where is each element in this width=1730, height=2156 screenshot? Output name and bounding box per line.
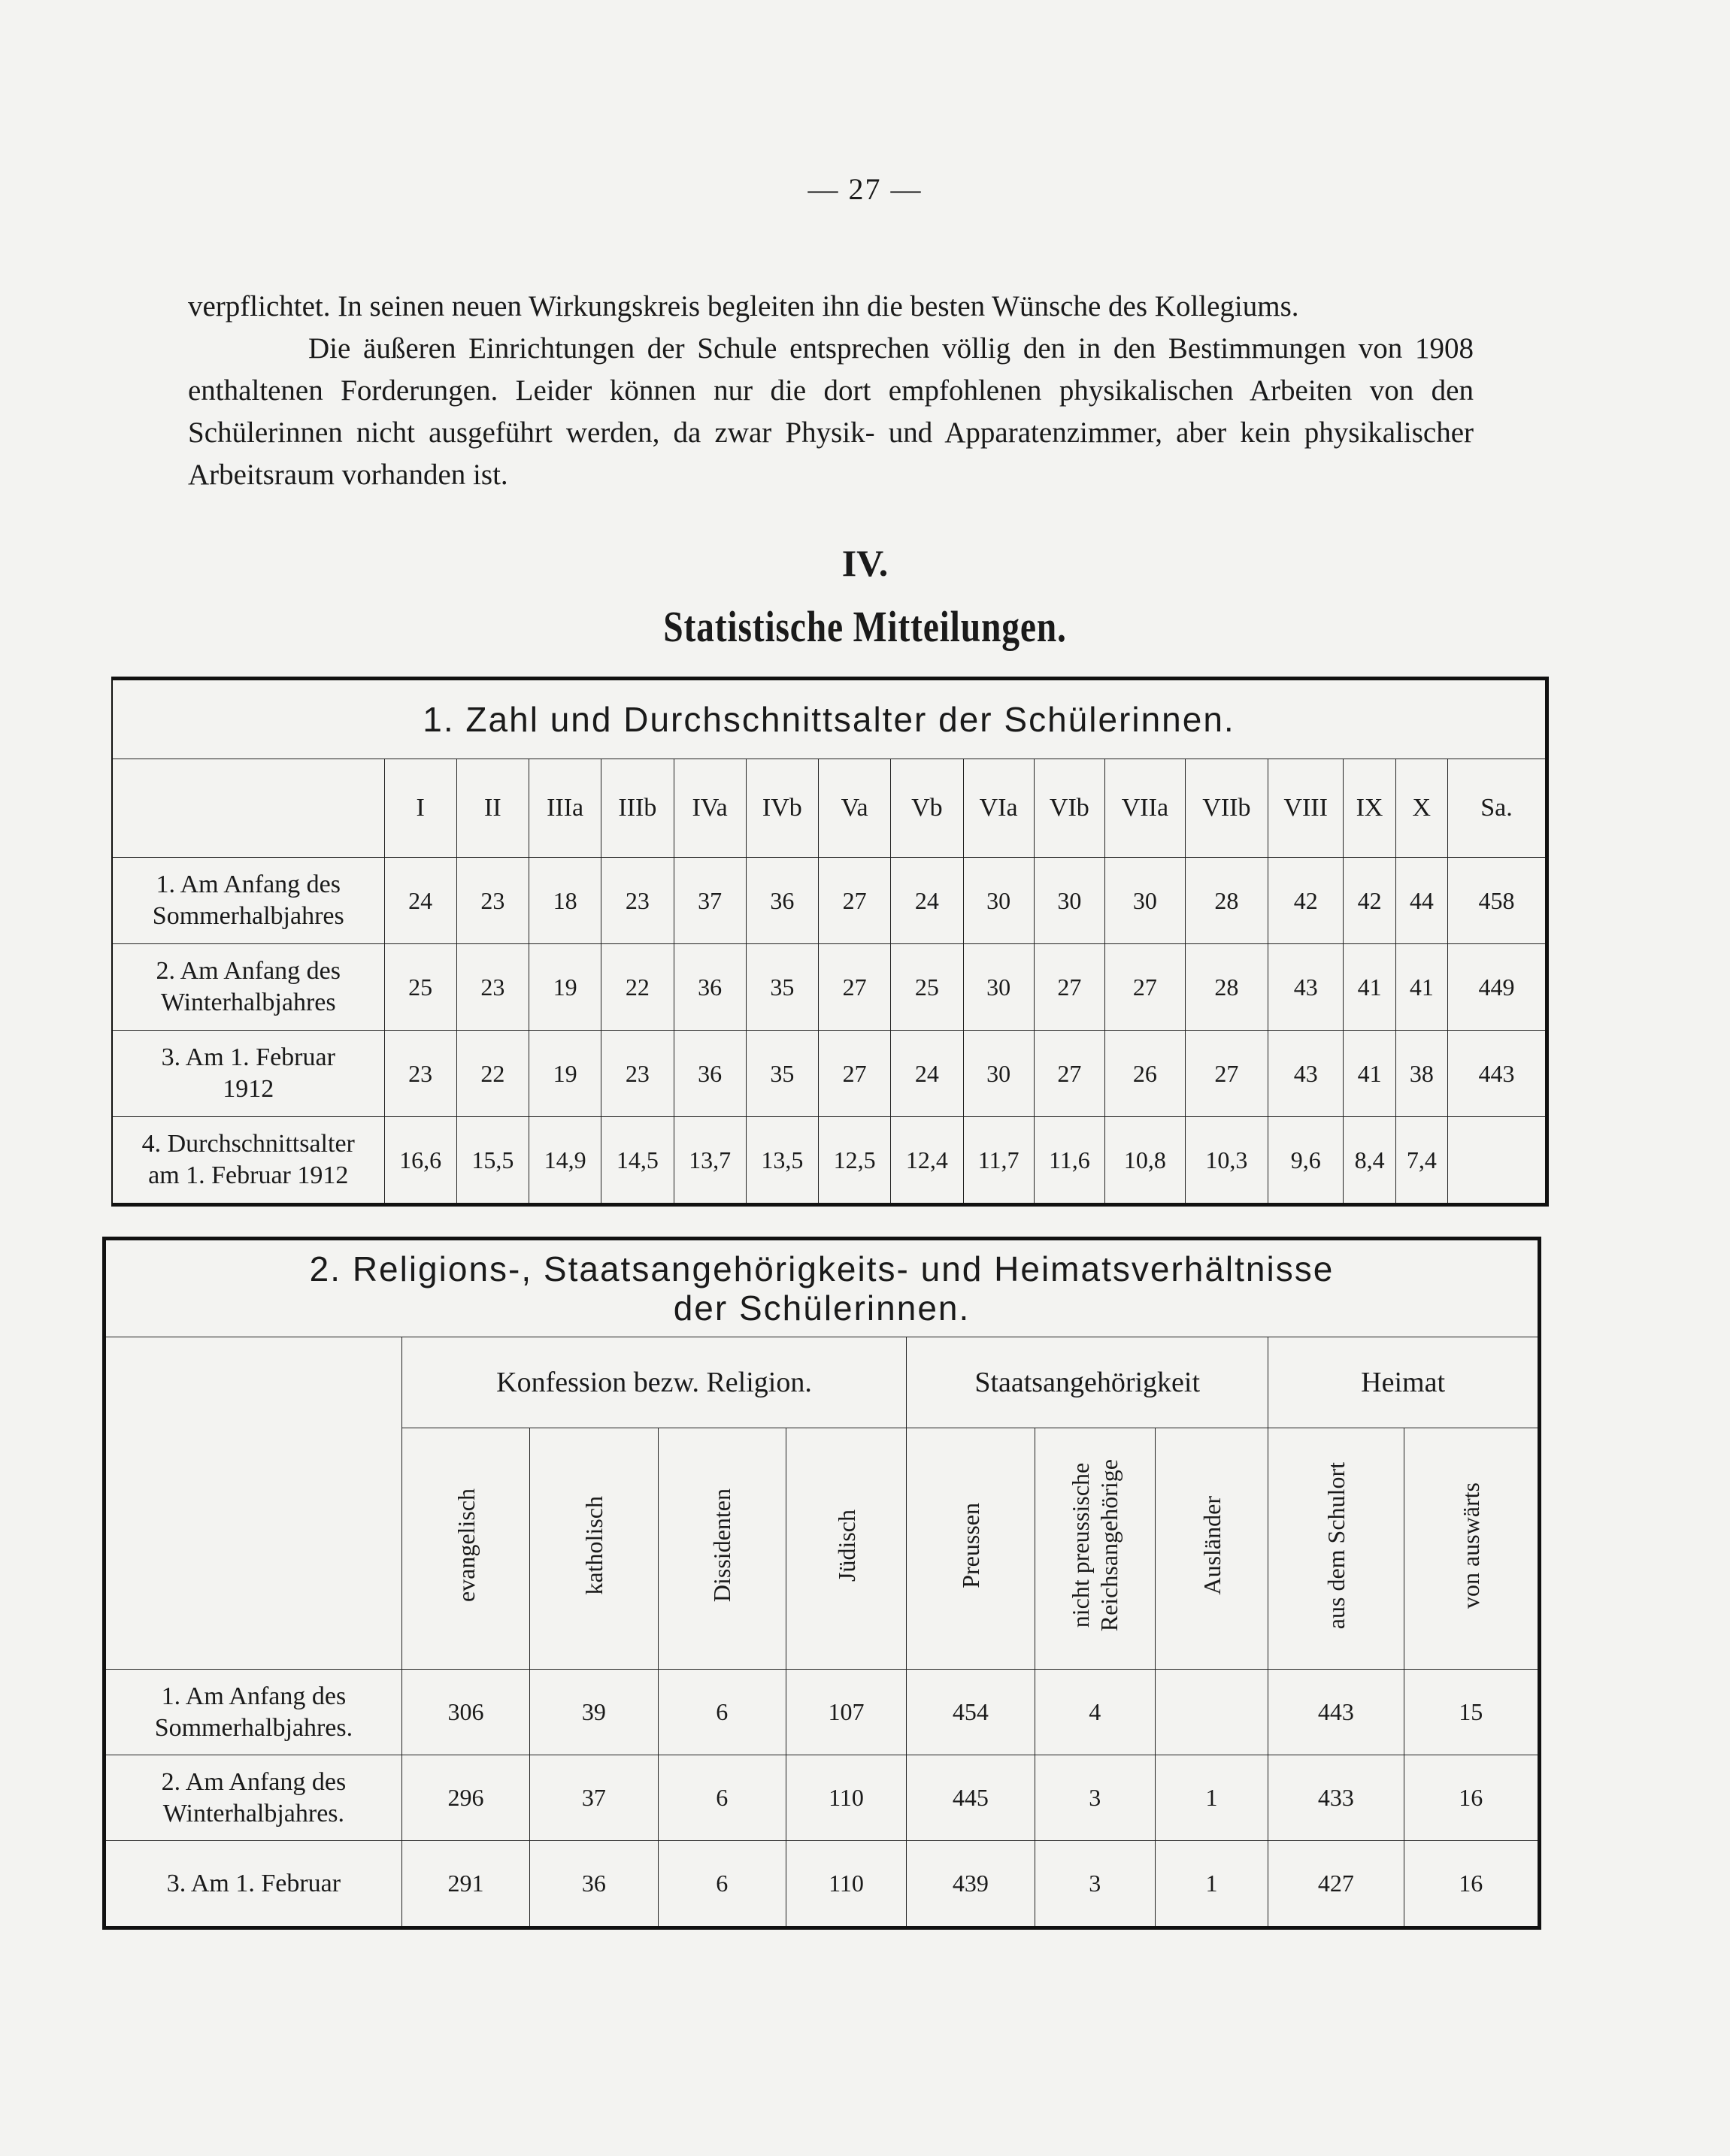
cell: 439: [907, 1841, 1035, 1928]
cell: 30: [1104, 858, 1185, 944]
col-header: Va: [819, 759, 891, 858]
page-number: — 27 —: [807, 172, 923, 206]
cell: 4: [1035, 1670, 1155, 1755]
cell: 35: [746, 1031, 818, 1117]
table-row: [112, 858, 1547, 944]
col-header: X: [1395, 759, 1447, 858]
cell: 19: [529, 1031, 601, 1117]
cell: 37: [530, 1755, 658, 1841]
table-row: [112, 1031, 1547, 1117]
cell: 6: [658, 1755, 786, 1841]
paragraph-2: Die äußeren Einrichtungen der Schule entsprechen völlig den in den Bestimmungen von 1908 enthaltenen Forderungen. Leider können nur die dort empfohlenen physikalischen Arbeiten von den Schülerinnen nicht ausgeführt werden, da zwar Physik- und Apparatenzimmer, aber kein physikalischer Arbeitsraum vorhanden ist.: [188, 332, 1474, 491]
col-header: VIIa: [1104, 759, 1185, 858]
cell: 23: [456, 944, 529, 1031]
cell: 445: [907, 1755, 1035, 1841]
cell: 27: [819, 944, 891, 1031]
col-header: nicht preussische Reichsangehörige: [1035, 1428, 1155, 1670]
cell: 443: [1268, 1670, 1404, 1755]
cell: 110: [786, 1841, 906, 1928]
cell: 41: [1344, 944, 1395, 1031]
cell: 291: [401, 1841, 529, 1928]
cell: 13,5: [746, 1117, 818, 1205]
cell: 39: [530, 1670, 658, 1755]
cell: 35: [746, 944, 818, 1031]
cell: 16: [1404, 1755, 1539, 1841]
cell: [1448, 1117, 1547, 1205]
group-header-religion: Konfession bezw. Religion.: [401, 1337, 906, 1428]
cell: 13,7: [674, 1117, 746, 1205]
col-header: VIII: [1268, 759, 1344, 858]
cell: 41: [1395, 944, 1447, 1031]
col-header: katholisch: [530, 1428, 658, 1670]
cell: 22: [601, 944, 674, 1031]
cell: 43: [1268, 944, 1344, 1031]
cell: 1: [1155, 1755, 1268, 1841]
cell: 24: [384, 858, 456, 944]
cell: 19: [529, 944, 601, 1031]
cell: 6: [658, 1841, 786, 1928]
row-label: 2. Am Anfang des Winterhalbjahres: [112, 944, 384, 1031]
section-number: IV.: [841, 542, 889, 584]
row-label: 3. Am 1. Februar: [105, 1841, 402, 1928]
section-title: Statistische Mitteilungen.: [663, 602, 1067, 651]
col-header: VIb: [1034, 759, 1104, 858]
cell: 296: [401, 1755, 529, 1841]
cell: 23: [384, 1031, 456, 1117]
col-header: Preussen: [907, 1428, 1035, 1670]
col-header: VIa: [963, 759, 1034, 858]
cell: 30: [963, 858, 1034, 944]
col-header: IVa: [674, 759, 746, 858]
row-label: 1. Am Anfang des Sommerhalbjahres: [112, 858, 384, 944]
cell: 1: [1155, 1841, 1268, 1928]
table-row: [112, 1117, 1547, 1205]
cell: 36: [530, 1841, 658, 1928]
col-header: Jüdisch: [786, 1428, 906, 1670]
cell: 30: [963, 1031, 1034, 1117]
col-header: Sa.: [1448, 759, 1547, 858]
cell: 42: [1344, 858, 1395, 944]
table-row: [105, 1841, 1540, 1928]
table1-title: 1. Zahl und Durchschnittsalter der Schülerinnen.: [112, 679, 1547, 759]
cell: 38: [1395, 1031, 1447, 1117]
col-header: IIIb: [601, 759, 674, 858]
row-label: 3. Am 1. Februar 1912: [112, 1031, 384, 1117]
cell: 27: [819, 858, 891, 944]
table2-title: 2. Religions-, Staatsangehörigkeits- und Heimatsverhältnisse der Schülerinnen.: [105, 1239, 1540, 1337]
cell: 7,4: [1395, 1117, 1447, 1205]
col-header: VIIb: [1185, 759, 1268, 858]
col-header: Vb: [891, 759, 963, 858]
col-header: evangelisch: [401, 1428, 529, 1670]
cell: 36: [746, 858, 818, 944]
cell: 23: [456, 858, 529, 944]
col-header: I: [384, 759, 456, 858]
cell: 24: [891, 1031, 963, 1117]
col-header: aus dem Schulort: [1268, 1428, 1404, 1670]
table1-header-row: [112, 759, 1547, 858]
cell: 25: [384, 944, 456, 1031]
cell: 110: [786, 1755, 906, 1841]
col-header: II: [456, 759, 529, 858]
cell: 36: [674, 944, 746, 1031]
cell: 10,3: [1185, 1117, 1268, 1205]
cell: 24: [891, 858, 963, 944]
row-label: 2. Am Anfang des Winterhalbjahres.: [105, 1755, 402, 1841]
cell: 42: [1268, 858, 1344, 944]
cell: 27: [1034, 1031, 1104, 1117]
table-row: [105, 1755, 1540, 1841]
col-header: IVb: [746, 759, 818, 858]
cell: 14,5: [601, 1117, 674, 1205]
table-row: [112, 944, 1547, 1031]
cell: 458: [1448, 858, 1547, 944]
cell: 22: [456, 1031, 529, 1117]
table-row: [105, 1670, 1540, 1755]
cell: 41: [1344, 1031, 1395, 1117]
table2-group-row: [105, 1337, 1540, 1428]
cell: 10,8: [1104, 1117, 1185, 1205]
cell: 30: [1034, 858, 1104, 944]
table2-corner: [105, 1337, 402, 1670]
group-header-nationality: Staatsangehörigkeit: [907, 1337, 1268, 1428]
cell: 44: [1395, 858, 1447, 944]
cell: 15,5: [456, 1117, 529, 1205]
cell: 12,4: [891, 1117, 963, 1205]
table-enrollment: [111, 677, 1549, 1207]
table1-corner: [112, 759, 384, 858]
cell: 28: [1185, 944, 1268, 1031]
cell: 449: [1448, 944, 1547, 1031]
cell: 16,6: [384, 1117, 456, 1205]
cell: 8,4: [1344, 1117, 1395, 1205]
cell: 30: [963, 944, 1034, 1031]
cell: 11,7: [963, 1117, 1034, 1205]
cell: 11,6: [1034, 1117, 1104, 1205]
col-header: IIIa: [529, 759, 601, 858]
cell: 6: [658, 1670, 786, 1755]
cell: 433: [1268, 1755, 1404, 1841]
row-label: 1. Am Anfang des Sommerhalbjahres.: [105, 1670, 402, 1755]
col-header: Ausländer: [1155, 1428, 1268, 1670]
cell: 27: [819, 1031, 891, 1117]
col-header: Dissidenten: [658, 1428, 786, 1670]
cell: 23: [601, 858, 674, 944]
cell: [1155, 1670, 1268, 1755]
row-label: 4. Durchschnittsalter am 1. Februar 1912: [112, 1117, 384, 1205]
col-header: von auswärts: [1404, 1428, 1539, 1670]
cell: 27: [1104, 944, 1185, 1031]
cell: 427: [1268, 1841, 1404, 1928]
body-text: [188, 286, 1474, 496]
cell: 37: [674, 858, 746, 944]
col-header: IX: [1344, 759, 1395, 858]
paragraph-1: verpflichtet. In seinen neuen Wirkungskreis begleiten ihn die besten Wünsche des Kollegiums.: [188, 290, 1299, 322]
cell: 14,9: [529, 1117, 601, 1205]
cell: 26: [1104, 1031, 1185, 1117]
cell: 27: [1185, 1031, 1268, 1117]
cell: 25: [891, 944, 963, 1031]
cell: 3: [1035, 1755, 1155, 1841]
cell: 43: [1268, 1031, 1344, 1117]
cell: 15: [1404, 1670, 1539, 1755]
group-header-heimat: Heimat: [1268, 1337, 1540, 1428]
cell: 23: [601, 1031, 674, 1117]
cell: 28: [1185, 858, 1268, 944]
cell: 443: [1448, 1031, 1547, 1117]
cell: 3: [1035, 1841, 1155, 1928]
cell: 18: [529, 858, 601, 944]
cell: 9,6: [1268, 1117, 1344, 1205]
cell: 16: [1404, 1841, 1539, 1928]
cell: 306: [401, 1670, 529, 1755]
cell: 107: [786, 1670, 906, 1755]
cell: 454: [907, 1670, 1035, 1755]
cell: 36: [674, 1031, 746, 1117]
table-religion-nationality: [102, 1237, 1541, 1930]
cell: 27: [1034, 944, 1104, 1031]
cell: 12,5: [819, 1117, 891, 1205]
